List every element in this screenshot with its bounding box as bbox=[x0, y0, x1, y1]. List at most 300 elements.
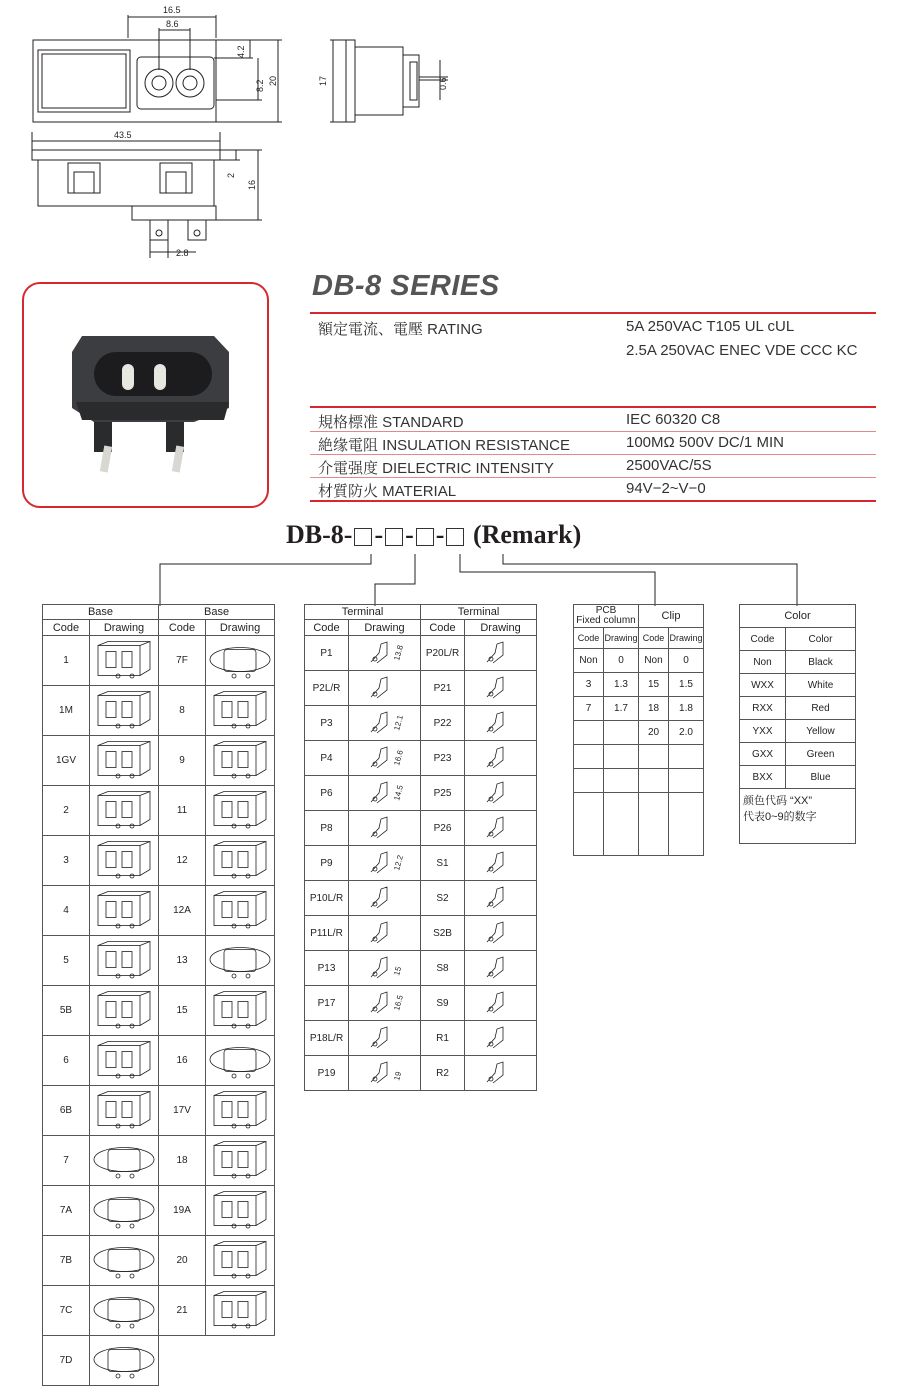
table-row bbox=[43, 786, 275, 836]
terminal-dim-label: 14.5 bbox=[391, 784, 405, 802]
table-row bbox=[43, 886, 275, 936]
base-drawing-cell bbox=[206, 936, 275, 986]
base-drawing bbox=[206, 787, 274, 832]
table-header-row bbox=[574, 605, 704, 628]
pcb-clip-table bbox=[573, 604, 704, 856]
base-drawing-cell bbox=[90, 1286, 159, 1336]
base-code: 7D bbox=[43, 1336, 90, 1386]
terminal-code: S9 bbox=[421, 986, 465, 1021]
table-row bbox=[43, 686, 275, 736]
terminal-drawing bbox=[350, 1056, 420, 1087]
pn-box-2 bbox=[385, 528, 403, 546]
terminal-code: P1 bbox=[305, 636, 349, 671]
terminal-col-header: Code bbox=[421, 620, 465, 636]
table-row bbox=[305, 951, 537, 986]
table-row bbox=[740, 743, 856, 766]
pcb-cell bbox=[574, 793, 604, 856]
base-drawing bbox=[90, 1187, 158, 1232]
base-drawing-cell bbox=[90, 936, 159, 986]
pcb-cell bbox=[574, 721, 604, 745]
table-row bbox=[740, 789, 856, 844]
terminal-code: P9 bbox=[305, 846, 349, 881]
base-empty-cell bbox=[159, 1336, 275, 1386]
terminal-drawing bbox=[350, 741, 420, 772]
product-photo-frame bbox=[22, 282, 269, 508]
base-code: 15 bbox=[159, 986, 206, 1036]
pcb-cell: 1.8 bbox=[669, 697, 704, 721]
table-row bbox=[740, 766, 856, 789]
table-row bbox=[305, 1021, 537, 1056]
pn-sep: - bbox=[435, 520, 445, 549]
table-row bbox=[305, 671, 537, 706]
table-header-row bbox=[43, 605, 275, 620]
terminal-code: R2 bbox=[421, 1056, 465, 1091]
color-note-line-1: 颜色代码 “XX” bbox=[743, 795, 813, 807]
base-code: 12 bbox=[159, 836, 206, 886]
color-code: BXX bbox=[740, 766, 786, 789]
base-drawing-cell bbox=[90, 1036, 159, 1086]
table-row bbox=[305, 916, 537, 951]
base-drawing-cell bbox=[206, 686, 275, 736]
base-code: 2 bbox=[43, 786, 90, 836]
pcb-cell bbox=[574, 769, 604, 793]
pn-sep: - bbox=[405, 520, 414, 549]
pcb-cell bbox=[574, 745, 604, 769]
terminal-drawing-cell bbox=[465, 776, 537, 811]
terminal-code: R1 bbox=[421, 1021, 465, 1056]
pcb-cell bbox=[604, 793, 639, 856]
terminal-drawing-cell bbox=[349, 916, 421, 951]
base-code: 1 bbox=[43, 636, 90, 686]
dielectric-value: 2500VAC/5S bbox=[626, 457, 712, 474]
terminal-code: P10L/R bbox=[305, 881, 349, 916]
rating-label: 額定電流、電壓 RATING bbox=[318, 321, 483, 338]
terminal-drawing bbox=[466, 846, 536, 877]
color-col-header: Code bbox=[740, 628, 786, 651]
terminal-drawing-cell bbox=[465, 846, 537, 881]
table-header-row bbox=[305, 620, 537, 636]
terminal-col-header: Drawing bbox=[349, 620, 421, 636]
insulation-label: 絶缘電阻 INSULATION RESISTANCE bbox=[318, 437, 570, 454]
base-drawing-cell bbox=[206, 836, 275, 886]
dim-8-2: 8.2 bbox=[255, 79, 265, 92]
terminal-drawing-cell bbox=[465, 811, 537, 846]
terminal-code: P26 bbox=[421, 811, 465, 846]
table-header-row bbox=[43, 620, 275, 636]
base-drawing bbox=[90, 937, 158, 982]
base-drawing-cell bbox=[206, 1036, 275, 1086]
pcb-cell: 20 bbox=[639, 721, 669, 745]
terminal-code: P8 bbox=[305, 811, 349, 846]
pcb-cell: 0 bbox=[669, 649, 704, 673]
terminal-code: S1 bbox=[421, 846, 465, 881]
terminal-drawing bbox=[466, 951, 536, 982]
base-drawing bbox=[90, 1337, 158, 1382]
base-code: 7F bbox=[159, 636, 206, 686]
base-table bbox=[42, 604, 275, 1386]
base-drawing-cell bbox=[90, 736, 159, 786]
material-label: 材質防火 MATERIAL bbox=[318, 483, 457, 500]
terminal-drawing-cell bbox=[349, 671, 421, 706]
color-note-line-2: 代表0~9的数字 bbox=[743, 811, 817, 823]
terminal-code: P23 bbox=[421, 741, 465, 776]
color-code: WXX bbox=[740, 674, 786, 697]
terminal-drawing-cell bbox=[465, 636, 537, 671]
pn-remark: (Remark) bbox=[472, 520, 582, 549]
base-drawing-cell bbox=[90, 986, 159, 1036]
base-drawing bbox=[90, 687, 158, 732]
color-table bbox=[739, 604, 856, 844]
terminal-code: P20L/R bbox=[421, 636, 465, 671]
terminal-dim-label: 19 bbox=[391, 1070, 403, 1082]
pcb-col-header: Drawing bbox=[669, 628, 704, 649]
table-row bbox=[740, 674, 856, 697]
terminal-drawing bbox=[466, 811, 536, 842]
base-drawing-cell bbox=[206, 1136, 275, 1186]
terminal-drawing-cell bbox=[349, 1021, 421, 1056]
pcb-col-header: Drawing bbox=[604, 628, 639, 649]
table-row bbox=[305, 706, 537, 741]
terminal-drawing bbox=[350, 811, 420, 842]
base-drawing bbox=[90, 1287, 158, 1332]
terminal-drawing bbox=[466, 1056, 536, 1087]
terminal-drawing bbox=[350, 951, 420, 982]
pcb-cell: Non bbox=[574, 649, 604, 673]
base-drawing bbox=[206, 637, 274, 682]
pcb-cell: 1.5 bbox=[669, 673, 704, 697]
terminal-drawing bbox=[350, 636, 420, 667]
color-note bbox=[740, 789, 856, 844]
base-code: 16 bbox=[159, 1036, 206, 1086]
terminal-drawing-cell bbox=[349, 986, 421, 1021]
table-row bbox=[43, 1036, 275, 1086]
dim-43-5: 43.5 bbox=[114, 130, 132, 140]
pcb-cell: 3 bbox=[574, 673, 604, 697]
base-drawing-cell bbox=[206, 736, 275, 786]
base-drawing-cell bbox=[90, 836, 159, 886]
pcb-cell: 18 bbox=[639, 697, 669, 721]
terminal-drawing-cell bbox=[465, 916, 537, 951]
pcb-cell: 1.7 bbox=[604, 697, 639, 721]
terminal-drawing bbox=[466, 986, 536, 1017]
spec-table bbox=[310, 310, 876, 505]
terminal-drawing bbox=[466, 741, 536, 772]
table-row bbox=[574, 697, 704, 721]
terminal-drawing-cell bbox=[465, 706, 537, 741]
terminal-drawing bbox=[466, 671, 536, 702]
base-drawing bbox=[206, 1237, 274, 1282]
pcb-col-header: Code bbox=[639, 628, 669, 649]
terminal-drawing-cell bbox=[349, 811, 421, 846]
base-drawing-cell bbox=[206, 1186, 275, 1236]
base-col-header: Code bbox=[43, 620, 90, 636]
terminal-drawing bbox=[350, 881, 420, 912]
terminal-drawing-cell bbox=[349, 951, 421, 986]
terminal-dim-label: 12.1 bbox=[391, 714, 405, 732]
series-title: DB-8 SERIES bbox=[312, 270, 500, 302]
pcb-cell: 2.0 bbox=[669, 721, 704, 745]
base-title-left: Base bbox=[43, 605, 159, 620]
table-row bbox=[305, 1056, 537, 1091]
terminal-table bbox=[304, 604, 537, 1091]
terminal-dim-label: 13.8 bbox=[391, 644, 405, 662]
standard-label: 規格標准 STANDARD bbox=[318, 414, 464, 431]
color-title: Color bbox=[740, 605, 856, 628]
table-row bbox=[574, 673, 704, 697]
pcb-title-sub: Fixed column bbox=[576, 615, 636, 626]
base-drawing bbox=[90, 1087, 158, 1132]
dim-20: 20 bbox=[268, 75, 278, 86]
divider bbox=[310, 312, 876, 314]
pcb-title bbox=[574, 605, 639, 628]
base-code: 1M bbox=[43, 686, 90, 736]
terminal-drawing-cell bbox=[349, 741, 421, 776]
base-code: 18 bbox=[159, 1136, 206, 1186]
terminal-code: S2B bbox=[421, 916, 465, 951]
base-code: 20 bbox=[159, 1236, 206, 1286]
terminal-code: P17 bbox=[305, 986, 349, 1021]
pn-sep: - bbox=[374, 520, 384, 549]
pcb-cell: 15 bbox=[639, 673, 669, 697]
terminal-drawing bbox=[350, 671, 420, 702]
base-drawing bbox=[90, 887, 158, 932]
divider bbox=[310, 431, 876, 432]
color-code: Non bbox=[740, 651, 786, 674]
base-drawing bbox=[90, 1137, 158, 1182]
base-drawing bbox=[206, 1137, 274, 1182]
base-drawing bbox=[206, 1037, 274, 1082]
pn-box-4 bbox=[446, 528, 464, 546]
terminal-drawing-cell bbox=[465, 951, 537, 986]
base-code: 11 bbox=[159, 786, 206, 836]
base-drawing-cell bbox=[90, 1336, 159, 1386]
pcb-cell bbox=[639, 745, 669, 769]
base-drawing bbox=[206, 737, 274, 782]
terminal-drawing-cell bbox=[465, 671, 537, 706]
terminal-drawing-cell bbox=[465, 881, 537, 916]
pcb-cell bbox=[669, 769, 704, 793]
terminal-col-header: Drawing bbox=[465, 620, 537, 636]
dim-16-5: 16.5 bbox=[163, 5, 181, 15]
table-row bbox=[43, 1136, 275, 1186]
base-drawing-cell bbox=[90, 1086, 159, 1136]
terminal-code: P21 bbox=[421, 671, 465, 706]
terminal-drawing bbox=[350, 1021, 420, 1052]
base-drawing-cell bbox=[206, 986, 275, 1036]
pcb-cell bbox=[639, 793, 669, 856]
table-row bbox=[574, 721, 704, 745]
base-drawing-cell bbox=[90, 1136, 159, 1186]
terminal-code: P25 bbox=[421, 776, 465, 811]
base-drawing-cell bbox=[90, 1186, 159, 1236]
pcb-cell: 7 bbox=[574, 697, 604, 721]
terminal-dim-label: 12.2 bbox=[391, 854, 405, 872]
base-code: 5 bbox=[43, 936, 90, 986]
pcb-cell: Non bbox=[639, 649, 669, 673]
base-drawing bbox=[90, 1237, 158, 1282]
table-header-row bbox=[305, 605, 537, 620]
table-row bbox=[740, 651, 856, 674]
base-drawing-cell bbox=[206, 1236, 275, 1286]
base-drawing-cell bbox=[206, 786, 275, 836]
base-drawing-cell bbox=[206, 886, 275, 936]
base-drawing bbox=[90, 787, 158, 832]
base-drawing bbox=[206, 687, 274, 732]
terminal-drawing bbox=[350, 706, 420, 737]
terminal-dim-label: 16.6 bbox=[391, 749, 405, 767]
base-drawing bbox=[206, 987, 274, 1032]
pcb-cell: 1.3 bbox=[604, 673, 639, 697]
base-code: 6B bbox=[43, 1086, 90, 1136]
base-code: 7A bbox=[43, 1186, 90, 1236]
dim-2-8: 2.8 bbox=[176, 248, 189, 258]
terminal-code: P3 bbox=[305, 706, 349, 741]
terminal-drawing bbox=[466, 881, 536, 912]
terminal-dim-label: 15 bbox=[391, 965, 403, 977]
color-code: GXX bbox=[740, 743, 786, 766]
terminal-drawing-cell bbox=[349, 636, 421, 671]
base-drawing-cell bbox=[206, 1286, 275, 1336]
color-col-header: Color bbox=[786, 628, 856, 651]
base-code: 21 bbox=[159, 1286, 206, 1336]
base-drawing bbox=[206, 887, 274, 932]
table-row bbox=[574, 793, 704, 856]
table-header-row bbox=[740, 628, 856, 651]
base-code: 7 bbox=[43, 1136, 90, 1186]
terminal-drawing-cell bbox=[465, 741, 537, 776]
pn-box-1 bbox=[354, 528, 372, 546]
base-code: 7C bbox=[43, 1286, 90, 1336]
base-code: 1GV bbox=[43, 736, 90, 786]
terminal-drawing-cell bbox=[349, 776, 421, 811]
table-row bbox=[43, 836, 275, 886]
product-photo bbox=[24, 284, 267, 506]
terminal-code: P2L/R bbox=[305, 671, 349, 706]
pcb-cell bbox=[604, 745, 639, 769]
table-header-row bbox=[574, 628, 704, 649]
table-row bbox=[574, 745, 704, 769]
dim-2: 2 bbox=[226, 172, 236, 178]
table-row bbox=[305, 846, 537, 881]
terminal-drawing bbox=[350, 986, 420, 1017]
table-row bbox=[305, 986, 537, 1021]
rating-value-2: 2.5A 250VAC ENEC VDE CCC KC bbox=[626, 342, 858, 359]
technical-drawing bbox=[0, 0, 900, 262]
pcb-cell bbox=[604, 721, 639, 745]
base-drawing-cell bbox=[90, 636, 159, 686]
color-name: Blue bbox=[786, 766, 856, 789]
table-row bbox=[740, 720, 856, 743]
base-drawing bbox=[206, 1187, 274, 1232]
table-row bbox=[43, 1186, 275, 1236]
divider bbox=[310, 454, 876, 455]
terminal-code: S8 bbox=[421, 951, 465, 986]
table-header-row bbox=[740, 605, 856, 628]
rating-value-1: 5A 250VAC T105 UL cUL bbox=[626, 318, 795, 335]
base-drawing-cell bbox=[90, 886, 159, 936]
table-row bbox=[574, 769, 704, 793]
part-number bbox=[286, 520, 581, 550]
dielectric-label: 介電强度 DIELECTRIC INTENSITY bbox=[318, 460, 554, 477]
pcb-col-header: Code bbox=[574, 628, 604, 649]
pcb-cell: 0 bbox=[604, 649, 639, 673]
table-row bbox=[43, 986, 275, 1036]
terminal-code: P13 bbox=[305, 951, 349, 986]
base-drawing bbox=[206, 1287, 274, 1332]
pcb-cell bbox=[669, 793, 704, 856]
base-drawing bbox=[206, 1087, 274, 1132]
terminal-code: P11L/R bbox=[305, 916, 349, 951]
terminal-code: P6 bbox=[305, 776, 349, 811]
table-row bbox=[43, 736, 275, 786]
terminal-drawing bbox=[466, 706, 536, 737]
base-col-header: Code bbox=[159, 620, 206, 636]
terminal-code: S2 bbox=[421, 881, 465, 916]
base-code: 8 bbox=[159, 686, 206, 736]
base-drawing bbox=[90, 837, 158, 882]
pcb-cell bbox=[639, 769, 669, 793]
base-drawing-cell bbox=[90, 686, 159, 736]
base-code: 19A bbox=[159, 1186, 206, 1236]
table-row bbox=[43, 936, 275, 986]
base-code: 9 bbox=[159, 736, 206, 786]
base-code: 6 bbox=[43, 1036, 90, 1086]
terminal-drawing bbox=[466, 1021, 536, 1052]
color-name: Black bbox=[786, 651, 856, 674]
base-drawing bbox=[206, 937, 274, 982]
divider bbox=[310, 406, 876, 408]
terminal-drawing-cell bbox=[349, 846, 421, 881]
dim-16: 16 bbox=[247, 179, 257, 190]
terminal-drawing-cell bbox=[349, 881, 421, 916]
pn-box-3 bbox=[416, 528, 434, 546]
table-row bbox=[305, 636, 537, 671]
table-row bbox=[43, 1236, 275, 1286]
color-name: Red bbox=[786, 697, 856, 720]
base-drawing-cell bbox=[90, 1236, 159, 1286]
color-name: Green bbox=[786, 743, 856, 766]
connector-lines bbox=[0, 550, 900, 610]
table-row bbox=[740, 697, 856, 720]
terminal-drawing bbox=[350, 776, 420, 807]
terminal-drawing-cell bbox=[465, 986, 537, 1021]
terminal-dim-label: 16.5 bbox=[391, 994, 405, 1012]
base-drawing bbox=[90, 637, 158, 682]
color-code: RXX bbox=[740, 697, 786, 720]
base-code: 3 bbox=[43, 836, 90, 886]
terminal-drawing-cell bbox=[465, 1056, 537, 1091]
color-name: White bbox=[786, 674, 856, 697]
terminal-drawing-cell bbox=[465, 1021, 537, 1056]
terminal-drawing bbox=[350, 916, 420, 947]
pcb-title-main: PCB bbox=[595, 605, 617, 616]
terminal-title-left: Terminal bbox=[305, 605, 421, 620]
insulation-value: 100MΩ 500V DC/1 MIN bbox=[626, 434, 784, 451]
table-row bbox=[43, 1336, 275, 1386]
pcb-cell bbox=[604, 769, 639, 793]
base-code: 13 bbox=[159, 936, 206, 986]
base-drawing-cell bbox=[90, 786, 159, 836]
terminal-drawing-cell bbox=[349, 706, 421, 741]
base-col-header: Drawing bbox=[206, 620, 275, 636]
base-code: 5B bbox=[43, 986, 90, 1036]
table-row bbox=[43, 636, 275, 686]
clip-title: Clip bbox=[639, 605, 704, 628]
table-row bbox=[305, 811, 537, 846]
table-row bbox=[305, 741, 537, 776]
standard-value: IEC 60320 C8 bbox=[626, 411, 721, 428]
material-value: 94V−2~V−0 bbox=[626, 480, 706, 497]
